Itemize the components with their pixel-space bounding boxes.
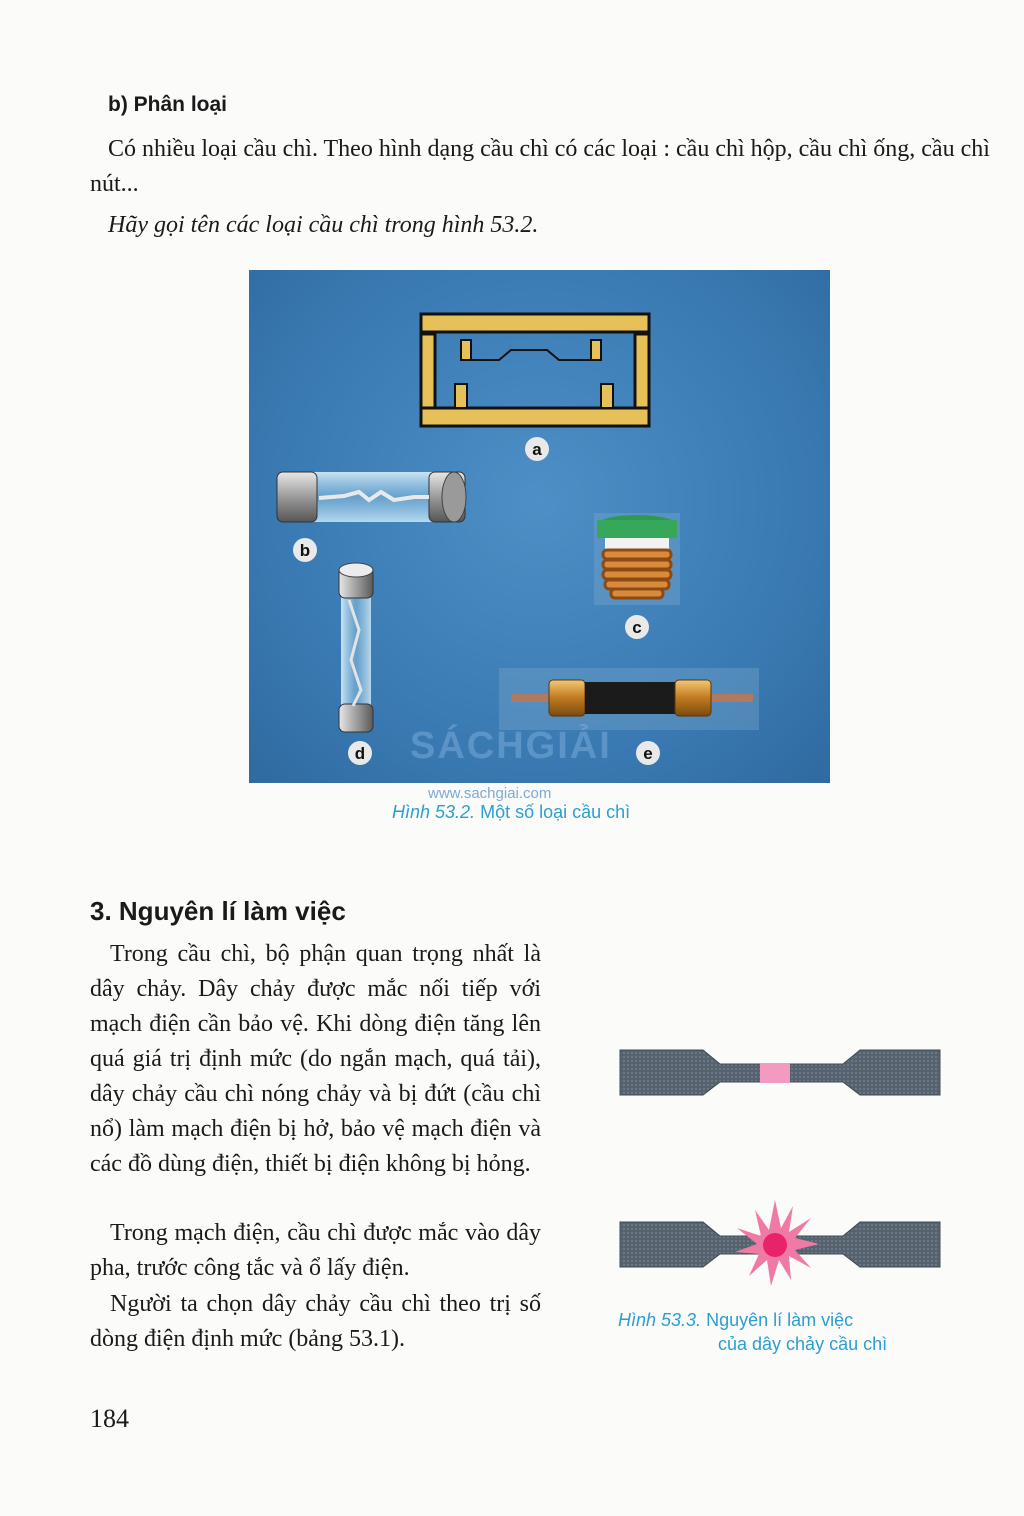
- fuse-types-illustration: [249, 270, 830, 783]
- label-c: [625, 615, 649, 639]
- section-3-heading: 3. Nguyên lí làm việc: [90, 896, 346, 926]
- tube-fuse-b: [277, 472, 466, 522]
- label-d: [348, 741, 372, 765]
- figure-53-2-caption: [392, 802, 630, 823]
- svg-text:a: a: [532, 440, 542, 459]
- cartridge-fuse-e: [499, 668, 759, 730]
- section-3-paragraph-2: [90, 1216, 541, 1286]
- svg-text:e: e: [643, 744, 653, 763]
- box-fuse-a: [421, 314, 649, 426]
- section-3-paragraph-3: [90, 1287, 541, 1357]
- section-b-paragraph: Có nhiều loại cầu chì. Theo hình dạng cầu chì có các loại : cầu chì hộp, cầu chì ống, cầu chì nút...: [90, 136, 990, 197]
- figure-53-3-line-2: của dây chảy cầu chì: [718, 1334, 888, 1354]
- page-number: 184: [90, 1404, 129, 1433]
- figure-53-3-line-1: Nguyên lí làm việc: [706, 1310, 854, 1330]
- section-b-question: Hãy gọi tên các loại cầu chì trong hình 53.2.: [108, 212, 539, 238]
- label-e: [636, 741, 660, 765]
- figure-53-3: [615, 1040, 945, 1290]
- paragraph-1-text: Trong cầu chì, bộ phận quan trọng nhất là dây chảy. Dây chảy được mắc nối tiếp với mạch điện cần bảo vệ. Khi dòng điện tăng lên quá giá trị định mức (do ngắn mạch, quá tải), dây chảy cầu chì nóng chảy và bị đứt (cầu chì nổ) làm mạch điện bị hở, bảo vệ mạch điện và các đồ dùng điện, thiết bị điện không bị hỏng.: [90, 941, 541, 1177]
- label-b: [293, 538, 317, 562]
- watermark-url: www.sachgiai.com: [428, 785, 552, 802]
- fuse-wire-diagram: [615, 1040, 945, 1290]
- figure-53-2-photo: [249, 270, 830, 783]
- figure-53-3-caption: [618, 1308, 887, 1356]
- figure-53-2-text: Một số loại cầu chì: [480, 802, 631, 822]
- watermark-logo: SÁCHGIẢI: [410, 725, 612, 767]
- plug-fuse-c: [594, 513, 680, 605]
- tube-fuse-d: [339, 563, 373, 732]
- figure-53-3-number: Hình 53.3.: [618, 1310, 702, 1330]
- svg-text:c: c: [632, 618, 642, 637]
- section-3-paragraph-1: [90, 937, 541, 1182]
- paragraph-2-text: Trong mạch điện, cầu chì được mắc vào dây pha, trước công tắc và ổ lấy điện.: [90, 1220, 541, 1281]
- label-a: [525, 437, 549, 461]
- hot-spot: [760, 1063, 790, 1083]
- svg-text:d: d: [354, 744, 366, 763]
- svg-text:b: b: [299, 541, 311, 560]
- figure-53-2-number: Hình 53.2.: [392, 802, 476, 822]
- paragraph-3-text: Người ta chọn dây chảy cầu chì theo trị số dòng điện định mức (bảng 53.1).: [90, 1291, 541, 1352]
- section-b-heading: b) Phân loại: [108, 93, 228, 116]
